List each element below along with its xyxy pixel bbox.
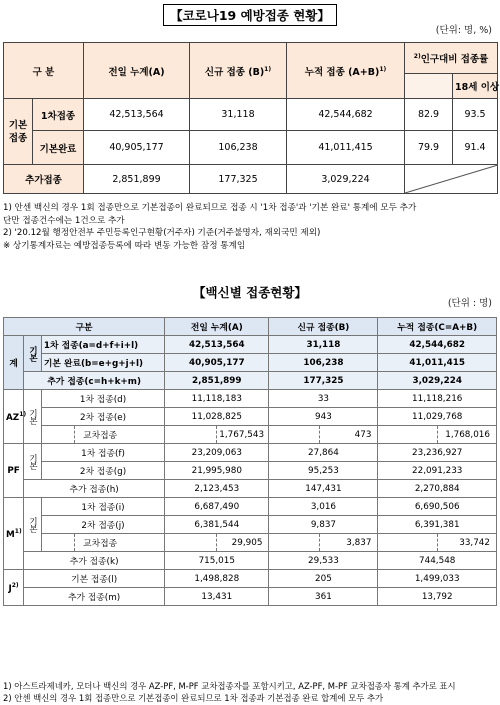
- cum-cell: 41,011,415: [287, 131, 405, 165]
- table1-row-first-dose: [4, 99, 498, 131]
- group-basic-label: 기본접종: [4, 99, 33, 165]
- empty-diagonal-cell: [405, 165, 498, 194]
- vaccine-type-table: [3, 317, 497, 606]
- m-row-second: [4, 516, 497, 534]
- row-label: 추가 접종(m): [24, 588, 165, 606]
- age18-cell: 91.4: [453, 131, 498, 165]
- row-label: 2차 접종(g): [41, 462, 164, 480]
- new-cell: 31,118: [190, 99, 287, 131]
- new-cell: 31,118: [269, 336, 378, 354]
- pf-row-additional: [4, 480, 497, 498]
- prev-cell: 13,431: [165, 588, 269, 606]
- cum-cell: 41,011,415: [378, 354, 497, 372]
- new-cell: 29,533: [269, 552, 378, 570]
- row-label: 기본완료: [33, 131, 84, 165]
- header-prev-cumulative: 전일 누계(A): [84, 43, 190, 99]
- pf-row-first: [4, 444, 497, 462]
- footnote-2: 2) 안센 백신의 경우 1회 접종만으로 기본접종이 완료되므로 1차 접종과 기본접종 완료 합계에 모두 추가: [3, 693, 384, 703]
- prev-cell: 40,905,177: [84, 131, 190, 165]
- row-label: 추가 접종(h): [24, 480, 165, 498]
- az-basic-label: 기본: [24, 390, 42, 444]
- row-label: 1차 접종(d): [41, 390, 164, 408]
- header-cum: 누적 접종(C=A+B): [378, 318, 497, 336]
- row-label: 1차 접종(f): [41, 444, 164, 462]
- cum-cell: 22,091,233: [378, 462, 497, 480]
- row-label: 기본 접종(l): [24, 570, 165, 588]
- cum-cell: 2,270,884: [378, 480, 497, 498]
- row-label: 추가 접종(k): [24, 552, 165, 570]
- new-cell: 177,325: [269, 372, 378, 390]
- az-row-second: [4, 408, 497, 426]
- header-age18: 18세 이상: [453, 74, 498, 99]
- az-row-first: [4, 390, 497, 408]
- row-label: 1차 접종(i): [41, 498, 164, 516]
- row-label: 1차접종: [33, 99, 84, 131]
- ratio-cell: 79.9: [405, 131, 453, 165]
- total-label: 계: [4, 336, 24, 390]
- prev-cell: 1,498,828: [165, 570, 269, 588]
- m-row-additional: [4, 552, 497, 570]
- row-label: 2차 접종(j): [41, 516, 164, 534]
- prev-cell: 2,123,453: [165, 480, 269, 498]
- vaccination-status-table: [3, 42, 498, 194]
- row-label: 추가접종: [4, 165, 84, 194]
- row-label: 추가 접종(c=h+k+m): [24, 372, 165, 390]
- note-3: ※ 상기통계자료는 예방접종등록에 따라 변동 가능한 잠정 통계임: [3, 240, 246, 251]
- prev-cell: 29,905: [217, 534, 269, 552]
- az-label: AZ$^{1)}$: [4, 390, 24, 444]
- cum-cell: 11,118,216: [378, 390, 497, 408]
- prev-cell: 2,851,899: [84, 165, 190, 194]
- header-cumulative: 누적 접종 $(A+B)^{1)}$: [287, 43, 405, 99]
- new-cell: 106,238: [190, 131, 287, 165]
- cum-cell: 42,544,682: [287, 99, 405, 131]
- cum-cell: 13,792: [378, 588, 497, 606]
- section2-unit: (단위 : 명): [447, 298, 492, 309]
- cum-cell: 6,391,381: [378, 516, 497, 534]
- row-label: 2차 접종(e): [41, 408, 164, 426]
- pf-basic-label: 기본: [24, 444, 42, 480]
- row-label: 교차접종: [75, 534, 165, 552]
- header-category: 구분: [4, 318, 165, 336]
- new-cell: 3,837: [320, 534, 378, 552]
- total-basic-label: 기본: [24, 336, 42, 372]
- prev-cell: 21,995,980: [165, 462, 269, 480]
- new-cell: 106,238: [269, 354, 378, 372]
- age18-cell: 93.5: [453, 99, 498, 131]
- j-row-additional: [4, 588, 497, 606]
- cum-cell: 33,742: [437, 534, 496, 552]
- row-label: 교차접종: [75, 426, 165, 444]
- cum-cell: 3,029,224: [378, 372, 497, 390]
- pf-row-second: [4, 462, 497, 480]
- pf-label: PF: [4, 444, 24, 498]
- m-label: $M^{1)}$: [4, 498, 24, 570]
- new-cell: 361: [269, 588, 378, 606]
- cum-cell: 6,690,506: [378, 498, 497, 516]
- prev-cell: 1,767,543: [217, 426, 269, 444]
- header-prev: 전일 누계(A): [165, 318, 269, 336]
- section2-title: 【백신별 접종현황】: [193, 285, 307, 300]
- row-label: 기본 완료(b=e+g+j+l): [41, 354, 164, 372]
- header-category: 구 분: [4, 43, 84, 99]
- new-cell: 95,253: [269, 462, 378, 480]
- new-cell: 943: [269, 408, 378, 426]
- new-cell: 27,864: [269, 444, 378, 462]
- header-new: 신규 접종(B): [269, 318, 378, 336]
- footnote-1: 1) 아스트라제네카, 모더나 백신의 경우 AZ-PF, M-PF 교차접종자를 포함시키고, AZ-PF, M-PF 교차접종자 통계 추가로 표시: [3, 681, 456, 691]
- section1-title: 【코로나19 예방접종 현황】: [0, 4, 500, 26]
- new-cell: 147,431: [269, 480, 378, 498]
- total-row-additional: [4, 372, 497, 390]
- prev-cell: 11,028,825: [165, 408, 269, 426]
- cum-cell: 23,236,927: [378, 444, 497, 462]
- new-cell: 33: [269, 390, 378, 408]
- header-ratio: $^{2)}$인구대비 접종률: [405, 43, 498, 74]
- ratio-cell: 82.9: [405, 99, 453, 131]
- new-cell: 3,016: [269, 498, 378, 516]
- cum-cell: 42,544,682: [378, 336, 497, 354]
- table2-header-row: [4, 318, 497, 336]
- cum-cell: 744,548: [378, 552, 497, 570]
- prev-cell: 40,905,177: [165, 354, 269, 372]
- prev-cell: 23,209,063: [165, 444, 269, 462]
- diagonal-line: [405, 165, 498, 193]
- note-2: 2) '20.12월 행정안전부 주민등록인구현황(거주자) 기준(거주불명자, 재외국민 제외): [3, 228, 321, 238]
- row-label: 1차 접종(a=d+f+i+l): [41, 336, 164, 354]
- new-cell: 177,325: [190, 165, 287, 194]
- prev-cell: 11,118,183: [165, 390, 269, 408]
- prev-cell: 6,381,544: [165, 516, 269, 534]
- prev-cell: 2,851,899: [165, 372, 269, 390]
- j-label: $J^{2)}$: [4, 570, 24, 606]
- total-row-complete: [4, 354, 497, 372]
- section2-notes: [3, 680, 456, 704]
- note-1: 1) 안센 백신의 경우 1회 접종만으로 기본접종이 완료되므로 접종 시 '1차 접종'과 '기본 완료' 통계에 모두 추가: [3, 203, 417, 213]
- prev-cell: 42,513,564: [165, 336, 269, 354]
- j-row-basic: [4, 570, 497, 588]
- az-row-cross: [4, 426, 497, 444]
- prev-cell: 715,015: [165, 552, 269, 570]
- note-1-cont: 단만 접종건수에는 1건으로 추가: [3, 215, 125, 226]
- cum-cell: 11,029,768: [378, 408, 497, 426]
- prev-cell: 42,513,564: [84, 99, 190, 131]
- cum-cell: 3,029,224: [287, 165, 405, 194]
- m-row-first: [4, 498, 497, 516]
- section1-notes: [3, 202, 497, 252]
- table1-row-additional: [4, 165, 498, 194]
- section1-unit: (단위: 명, %): [435, 25, 492, 36]
- new-cell: 9,837: [269, 516, 378, 534]
- header-new: 신규 접종 $(B)^{1)}$: [190, 43, 287, 99]
- cum-cell: 1,499,033: [378, 570, 497, 588]
- new-cell: 473: [320, 426, 378, 444]
- total-row-first: [4, 336, 497, 354]
- m-row-cross: [4, 534, 497, 552]
- new-cell: 205: [269, 570, 378, 588]
- prev-cell: 6,687,490: [165, 498, 269, 516]
- table1-header-row: [4, 43, 498, 74]
- m-basic-label: 기본: [24, 498, 42, 552]
- cum-cell: 1,768,016: [437, 426, 496, 444]
- table1-row-complete: [4, 131, 498, 165]
